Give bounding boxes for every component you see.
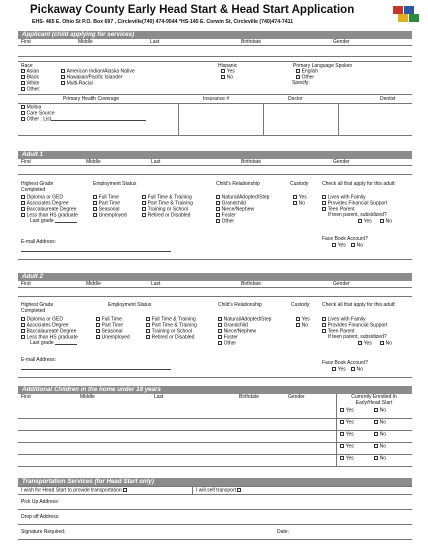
adult1-grade-less-hs[interactable]: Less than HS graduate	[21, 213, 78, 219]
adult2-grade-less-hs[interactable]: Less than HS graduate	[21, 335, 78, 341]
adult2-rel-niece[interactable]: Niece/Nephew	[218, 329, 256, 335]
adult1-custody-label: Custody	[290, 181, 309, 187]
adult2-custody-label: Custody	[291, 302, 310, 308]
transport-section-title: Transportation Services (for Head Start only)	[18, 478, 412, 486]
language-label: Primary Language Spoken	[293, 63, 353, 69]
race-white[interactable]: White	[21, 81, 39, 87]
col-last: Last	[154, 394, 164, 400]
col-first: First	[21, 39, 31, 45]
adult2-relationship-label: Child's Relationship	[218, 302, 262, 308]
adult1-emp-part-training[interactable]: Part Time & Training	[142, 201, 193, 207]
adult2-emp-seasonal[interactable]: Seasonal	[96, 329, 122, 335]
adult1-facebook-yes[interactable]: Yes	[332, 243, 346, 249]
adult1-subsidized-yes[interactable]: Yes	[358, 219, 372, 225]
child5-enrolled-no[interactable]: No	[374, 456, 386, 462]
adult2-last-grade[interactable]: Last grade	[30, 341, 77, 347]
coverage-label: Primary Health Coverage	[63, 96, 120, 102]
adult2-email-label: E-mail Address:	[21, 357, 57, 363]
col-birthdate: Birthdate	[241, 159, 262, 165]
adult1-custody-no[interactable]: No	[293, 201, 305, 207]
adult2-custody-no[interactable]: No	[296, 323, 308, 329]
adult2-subsidized-yes[interactable]: Yes	[358, 341, 372, 347]
col-last: Last	[151, 159, 161, 165]
child4-enrolled-no[interactable]: No	[374, 444, 386, 450]
coverage-other[interactable]: Other : List	[21, 117, 146, 123]
page-subtitle: EHS- 465 E. Ohio St P.O. Box 697 , Circleville(740) 474-9544 *HS-145 E. Corwin St, Circleville (740)474-7411	[32, 19, 294, 25]
hispanic-label: Hispanic	[218, 63, 238, 69]
adult2-grade-baccalaureate[interactable]: Baccalaureate Degree	[21, 329, 76, 335]
adult1-emp-unemployed[interactable]: Unemployed	[93, 213, 127, 219]
col-birthdate: Birthdate	[241, 39, 262, 45]
adult2-emp-full[interactable]: Full Time	[96, 317, 122, 323]
child2-enrolled-no[interactable]: No	[374, 420, 386, 426]
adult1-emp-part[interactable]: Part Time	[93, 201, 120, 207]
adult2-teen-parent[interactable]: Teen Parent	[322, 329, 355, 335]
pickup-label: Pick Up Address:	[21, 499, 60, 505]
race-multi[interactable]: Multi-Racial	[61, 81, 93, 87]
adult2-lives-family[interactable]: Lives with Family	[322, 317, 366, 323]
adult2-email-field[interactable]	[21, 366, 171, 370]
adult2-rel-other[interactable]: Other	[218, 341, 236, 347]
adult1-grade-ged[interactable]: Diploma or GED	[21, 195, 63, 201]
transport-self[interactable]: I will self transport	[196, 488, 243, 494]
adult1-emp-full-training[interactable]: Full Time & Training	[142, 195, 192, 201]
col-middle: Middle	[78, 39, 93, 45]
adult2-grade-ged[interactable]: Diploma or GED	[21, 317, 63, 323]
col-first: First	[21, 159, 31, 165]
adult2-facebook-label: Face Book Account?	[322, 360, 368, 366]
adult2-check-label: Check all that apply for this adult:	[322, 302, 396, 308]
adult1-last-grade[interactable]: Last grade	[30, 219, 77, 225]
adult2-emp-part[interactable]: Part Time	[96, 323, 123, 329]
adult2-facebook-yes[interactable]: Yes	[332, 367, 346, 373]
col-gender: Gender	[333, 159, 350, 165]
adult2-rel-foster[interactable]: Foster	[218, 335, 238, 341]
adult1-check-label: Check all that apply for this adult:	[322, 181, 396, 187]
adult1-section-title: Adult 1	[18, 151, 412, 159]
adult1-subsidized-label: If teen parent, subsidized?	[328, 212, 387, 218]
page-title: Pickaway County Early Head Start & Head Start Application	[30, 4, 355, 16]
adult2-name-header	[18, 281, 412, 288]
adult1-email-field[interactable]	[21, 248, 171, 252]
child1-enrolled-yes[interactable]: Yes	[340, 408, 354, 414]
language-english[interactable]: English	[296, 69, 318, 75]
adult1-lives-family[interactable]: Lives with Family	[322, 195, 366, 201]
adult2-subsidized-label: If teen parent, subsidized?	[328, 334, 387, 340]
adult1-relationship-label: Child's Relationship	[216, 181, 260, 187]
hispanic-yes[interactable]: Yes	[221, 69, 235, 75]
adult1-grade-label: Highest Grade Completed	[21, 181, 54, 193]
adult1-emp-seasonal[interactable]: Seasonal	[93, 207, 119, 213]
child3-enrolled-yes[interactable]: Yes	[340, 432, 354, 438]
adult2-employment-label: Employment Status	[108, 302, 152, 308]
adult2-emp-unemployed[interactable]: Unemployed	[96, 335, 130, 341]
applicant-name-header	[18, 39, 412, 46]
child1-enrolled-no[interactable]: No	[374, 408, 386, 414]
col-middle: Middle	[86, 159, 101, 165]
application-form	[18, 31, 412, 547]
adult1-rel-niece[interactable]: Niece/Nephew	[216, 207, 254, 213]
race-black[interactable]: Black	[21, 75, 39, 81]
adult1-custody-yes[interactable]: Yes	[293, 195, 307, 201]
col-gender: Gender	[333, 281, 350, 287]
adult2-rel-natural[interactable]: Natural/Adopted/Step	[218, 317, 271, 323]
col-birthdate: Birthdate	[241, 281, 262, 287]
language-other[interactable]: Other	[296, 75, 314, 81]
adult1-subsidized-no[interactable]: No	[380, 219, 392, 225]
adult1-grade-baccalaureate[interactable]: Baccalaureate Degree	[21, 207, 76, 213]
adult1-emp-training[interactable]: Training or School	[142, 207, 188, 213]
adult2-emp-full-training[interactable]: Full Time & Training	[146, 317, 196, 323]
col-first: First	[21, 281, 31, 287]
adult2-facebook-no[interactable]: No	[351, 367, 363, 373]
specify-label: Specify:	[292, 80, 310, 86]
child3-enrolled-no[interactable]: No	[374, 432, 386, 438]
transport-provide[interactable]: I wish for Head Start to provide transportation	[21, 488, 129, 494]
adult1-facebook-label: Face Book Account?	[322, 236, 368, 242]
signature-label: Signature Required:	[21, 529, 66, 535]
hispanic-no[interactable]: No	[221, 75, 233, 81]
coverage-care-source[interactable]: Care Source	[21, 111, 55, 117]
adult1-rel-other[interactable]: Other	[216, 219, 234, 225]
adult2-custody-yes[interactable]: Yes	[296, 317, 310, 323]
insurance-label: Insurance #	[203, 96, 230, 102]
dropoff-label: Drop off Address:	[21, 514, 60, 520]
col-last: Last	[150, 39, 160, 45]
col-middle: Middle	[80, 394, 95, 400]
adult2-emp-retired[interactable]: Retired or Disabled	[146, 335, 194, 341]
children-header	[18, 394, 412, 408]
adult1-rel-natural[interactable]: Natural/Adopted/Step	[216, 195, 269, 201]
head-start-logo	[392, 4, 420, 26]
applicant-section-title: Applicant (child applying for services)	[18, 31, 412, 39]
col-last: Last	[151, 281, 161, 287]
date-label: Date:	[277, 529, 289, 535]
adult1-financial[interactable]: Provides Financial Support	[322, 201, 387, 207]
adult1-facebook-no[interactable]: No	[351, 243, 363, 249]
race-hawaiian[interactable]: Hawaiian/Pacific Islander	[61, 75, 122, 81]
dentist-label: Dentist	[380, 96, 396, 102]
col-gender: Gender	[333, 39, 350, 45]
child4-enrolled-yes[interactable]: Yes	[340, 444, 354, 450]
adult1-emp-retired[interactable]: Retired or Disabled	[142, 213, 190, 219]
adult2-grade-label: Highest Grade Completed	[21, 302, 54, 314]
adult2-subsidized-no[interactable]: No	[380, 341, 392, 347]
col-gender: Gender	[288, 394, 305, 400]
col-enrolled: Currently Enrolled In Early/Head Start	[351, 394, 397, 406]
child2-enrolled-yes[interactable]: Yes	[340, 420, 354, 426]
adult2-grade-associates[interactable]: Associates Degree	[21, 323, 69, 329]
adult1-emp-full[interactable]: Full Time	[93, 195, 119, 201]
race-asian[interactable]: Asian	[21, 69, 39, 75]
col-middle: Middle	[86, 281, 101, 287]
adult1-rel-grandchild[interactable]: Grandchild	[216, 201, 246, 207]
adult2-rel-grandchild[interactable]: Grandchild	[218, 323, 248, 329]
race-label: Race	[21, 63, 33, 69]
race-other[interactable]: Other:	[21, 87, 41, 93]
col-birthdate: Birthdate	[239, 394, 260, 400]
adult1-name-header	[18, 159, 412, 166]
adult1-teen-parent[interactable]: Teen Parent	[322, 207, 355, 213]
doctor-label: Doctor	[288, 96, 303, 102]
adult1-rel-foster[interactable]: Foster	[216, 213, 236, 219]
adult2-section-title: Adult 2	[18, 273, 412, 281]
adult1-email-label: E-mail Address:	[21, 239, 57, 245]
adult2-financial[interactable]: Provides Financial Support	[322, 323, 387, 329]
adult1-grade-associates[interactable]: Associates Degree	[21, 201, 69, 207]
adult2-emp-training[interactable]: Training or School	[146, 329, 192, 335]
children-section-title: Additional Children in the home under 18 years	[18, 386, 412, 394]
child5-enrolled-yes[interactable]: Yes	[340, 456, 354, 462]
col-first: First	[21, 394, 31, 400]
adult1-employment-label: Employment Status	[93, 181, 137, 187]
coverage-molina[interactable]: Molina	[21, 105, 41, 111]
adult2-emp-part-training[interactable]: Part Time & Training	[146, 323, 197, 329]
race-american-indian[interactable]: American Indian/Alaska Native	[61, 69, 135, 75]
